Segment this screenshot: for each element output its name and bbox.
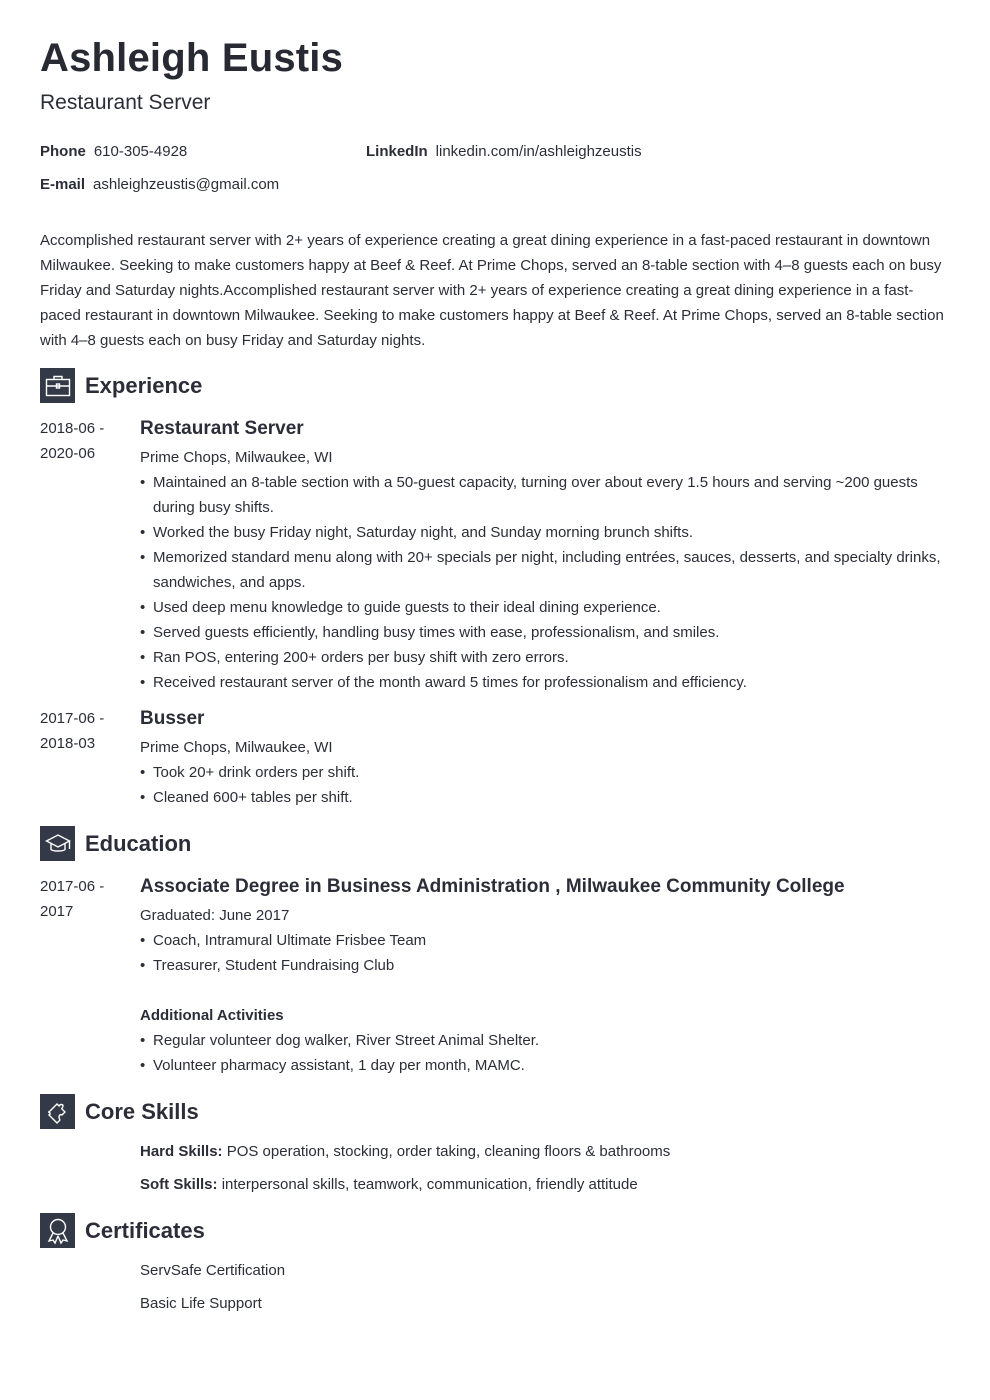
job-title: Restaurant Server: [140, 418, 304, 439]
linkedin-label: LinkedIn: [366, 143, 428, 160]
education-bullets: [140, 928, 945, 978]
hard-skills-row: [140, 1143, 670, 1160]
hard-skills-label: Hard Skills:: [140, 1143, 223, 1160]
bullet-item: • Memorized standard menu along with 20+ specials per night, including entrées, sauces, desserts, and specialty drinks, sandwiches, and apps.: [140, 545, 945, 595]
certificates-section-header: [40, 1213, 205, 1248]
bullet-item: • Took 20+ drink orders per shift.: [140, 760, 945, 785]
summary-paragraph: Accomplished restaurant server with 2+ years of experience creating a great dining experience in a fast-paced restaurant in downtown Milwaukee. Seeking to make customers happy at Beef & Reef. At Prime Chops, served an 8-table section with 4–8 guests each on busy Friday and Saturday nights.Accomplished restaurant server with 2+ years of experience creating a great dining experience in a fast-paced restaurant in downtown Milwaukee. Seeking to make customers happy at Beef & Reef. At Prime Chops, served an 8-table section with 4–8 guests each on busy Friday and Saturday nights.: [40, 232, 944, 349]
bullet-item: • Maintained an 8-table section with a 50-guest capacity, turning over about every 1.5 hours and serving ~200 guests during busy shifts.: [140, 470, 945, 520]
experience-section-header: [40, 368, 202, 403]
job-date-start: 2018-06 -: [40, 420, 105, 437]
email-value[interactable]: ashleighzeustis@gmail.com: [93, 176, 280, 193]
bullet-item: • Coach, Intramural Ultimate Frisbee Team: [140, 928, 945, 953]
job-bullets: [140, 760, 945, 810]
additional-activities-list: [140, 1028, 945, 1078]
certificate-item: ServSafe Certification: [140, 1262, 286, 1279]
bullet-item: • Regular volunteer dog walker, River Street Animal Shelter.: [140, 1028, 945, 1053]
job-title: Busser: [140, 708, 205, 729]
education-heading: Education: [85, 830, 192, 856]
experience-heading: Experience: [85, 372, 203, 398]
education-date-end: 2017: [40, 903, 74, 920]
bullet-item: • Cleaned 600+ tables per shift.: [140, 785, 945, 810]
education-dates: [40, 874, 130, 924]
certificate-item: Basic Life Support: [140, 1295, 262, 1312]
briefcase-icon: [40, 368, 75, 403]
contact-email: [40, 176, 279, 193]
award-ribbon-icon: [40, 1213, 75, 1248]
bullet-item: • Worked the busy Friday night, Saturday night, and Sunday morning brunch shifts.: [140, 520, 945, 545]
candidate-name: Ashleigh Eustis: [40, 36, 344, 80]
job-date-end: 2018-03: [40, 735, 96, 752]
job-date-end: 2020-06: [40, 445, 96, 462]
bullet-item: • Volunteer pharmacy assistant, 1 day per month, MAMC.: [140, 1053, 945, 1078]
bullet-item: • Ran POS, entering 200+ orders per busy shift with zero errors.: [140, 645, 945, 670]
job-dates: [40, 706, 130, 756]
soft-skills-value: interpersonal skills, teamwork, communication, friendly attitude: [221, 1176, 638, 1193]
education-date-start: 2017-06 -: [40, 878, 105, 895]
bullet-item: • Used deep menu knowledge to guide guests to their ideal dining experience.: [140, 595, 945, 620]
phone-label: Phone: [40, 143, 86, 160]
contact-linkedin: [366, 143, 642, 160]
additional-activities-heading: Additional Activities: [140, 1007, 284, 1024]
email-label: E-mail: [40, 176, 86, 193]
degree-title: Associate Degree in Business Administration , Milwaukee Community College: [140, 876, 845, 897]
job-bullets: [140, 470, 945, 695]
contact-phone: [40, 143, 187, 160]
bullet-item: • Received restaurant server of the month award 5 times for professionalism and efficiency.: [140, 670, 945, 695]
graduation-cap-icon: [40, 826, 75, 861]
puzzle-icon: [40, 1094, 75, 1129]
phone-value: 610-305-4928: [93, 143, 188, 160]
graduation-date: Graduated: June 2017: [140, 907, 290, 924]
soft-skills-row: [140, 1176, 638, 1193]
job-date-start: 2017-06 -: [40, 710, 105, 727]
skills-heading: Core Skills: [85, 1098, 199, 1124]
skills-section-header: [40, 1094, 199, 1129]
education-section-header: [40, 826, 191, 861]
certificates-heading: Certificates: [85, 1217, 205, 1243]
hard-skills-value: POS operation, stocking, order taking, cleaning floors & bathrooms: [226, 1143, 671, 1160]
bullet-item: • Treasurer, Student Fundraising Club: [140, 953, 945, 978]
job-company: Prime Chops, Milwaukee, WI: [140, 449, 333, 466]
linkedin-value[interactable]: linkedin.com/in/ashleighzeustis: [435, 143, 642, 160]
job-dates: [40, 416, 130, 466]
bullet-item: • Served guests efficiently, handling busy times with ease, professionalism, and smiles.: [140, 620, 945, 645]
candidate-title: Restaurant Server: [40, 91, 211, 114]
soft-skills-label: Soft Skills:: [140, 1176, 218, 1193]
job-company: Prime Chops, Milwaukee, WI: [140, 739, 333, 756]
